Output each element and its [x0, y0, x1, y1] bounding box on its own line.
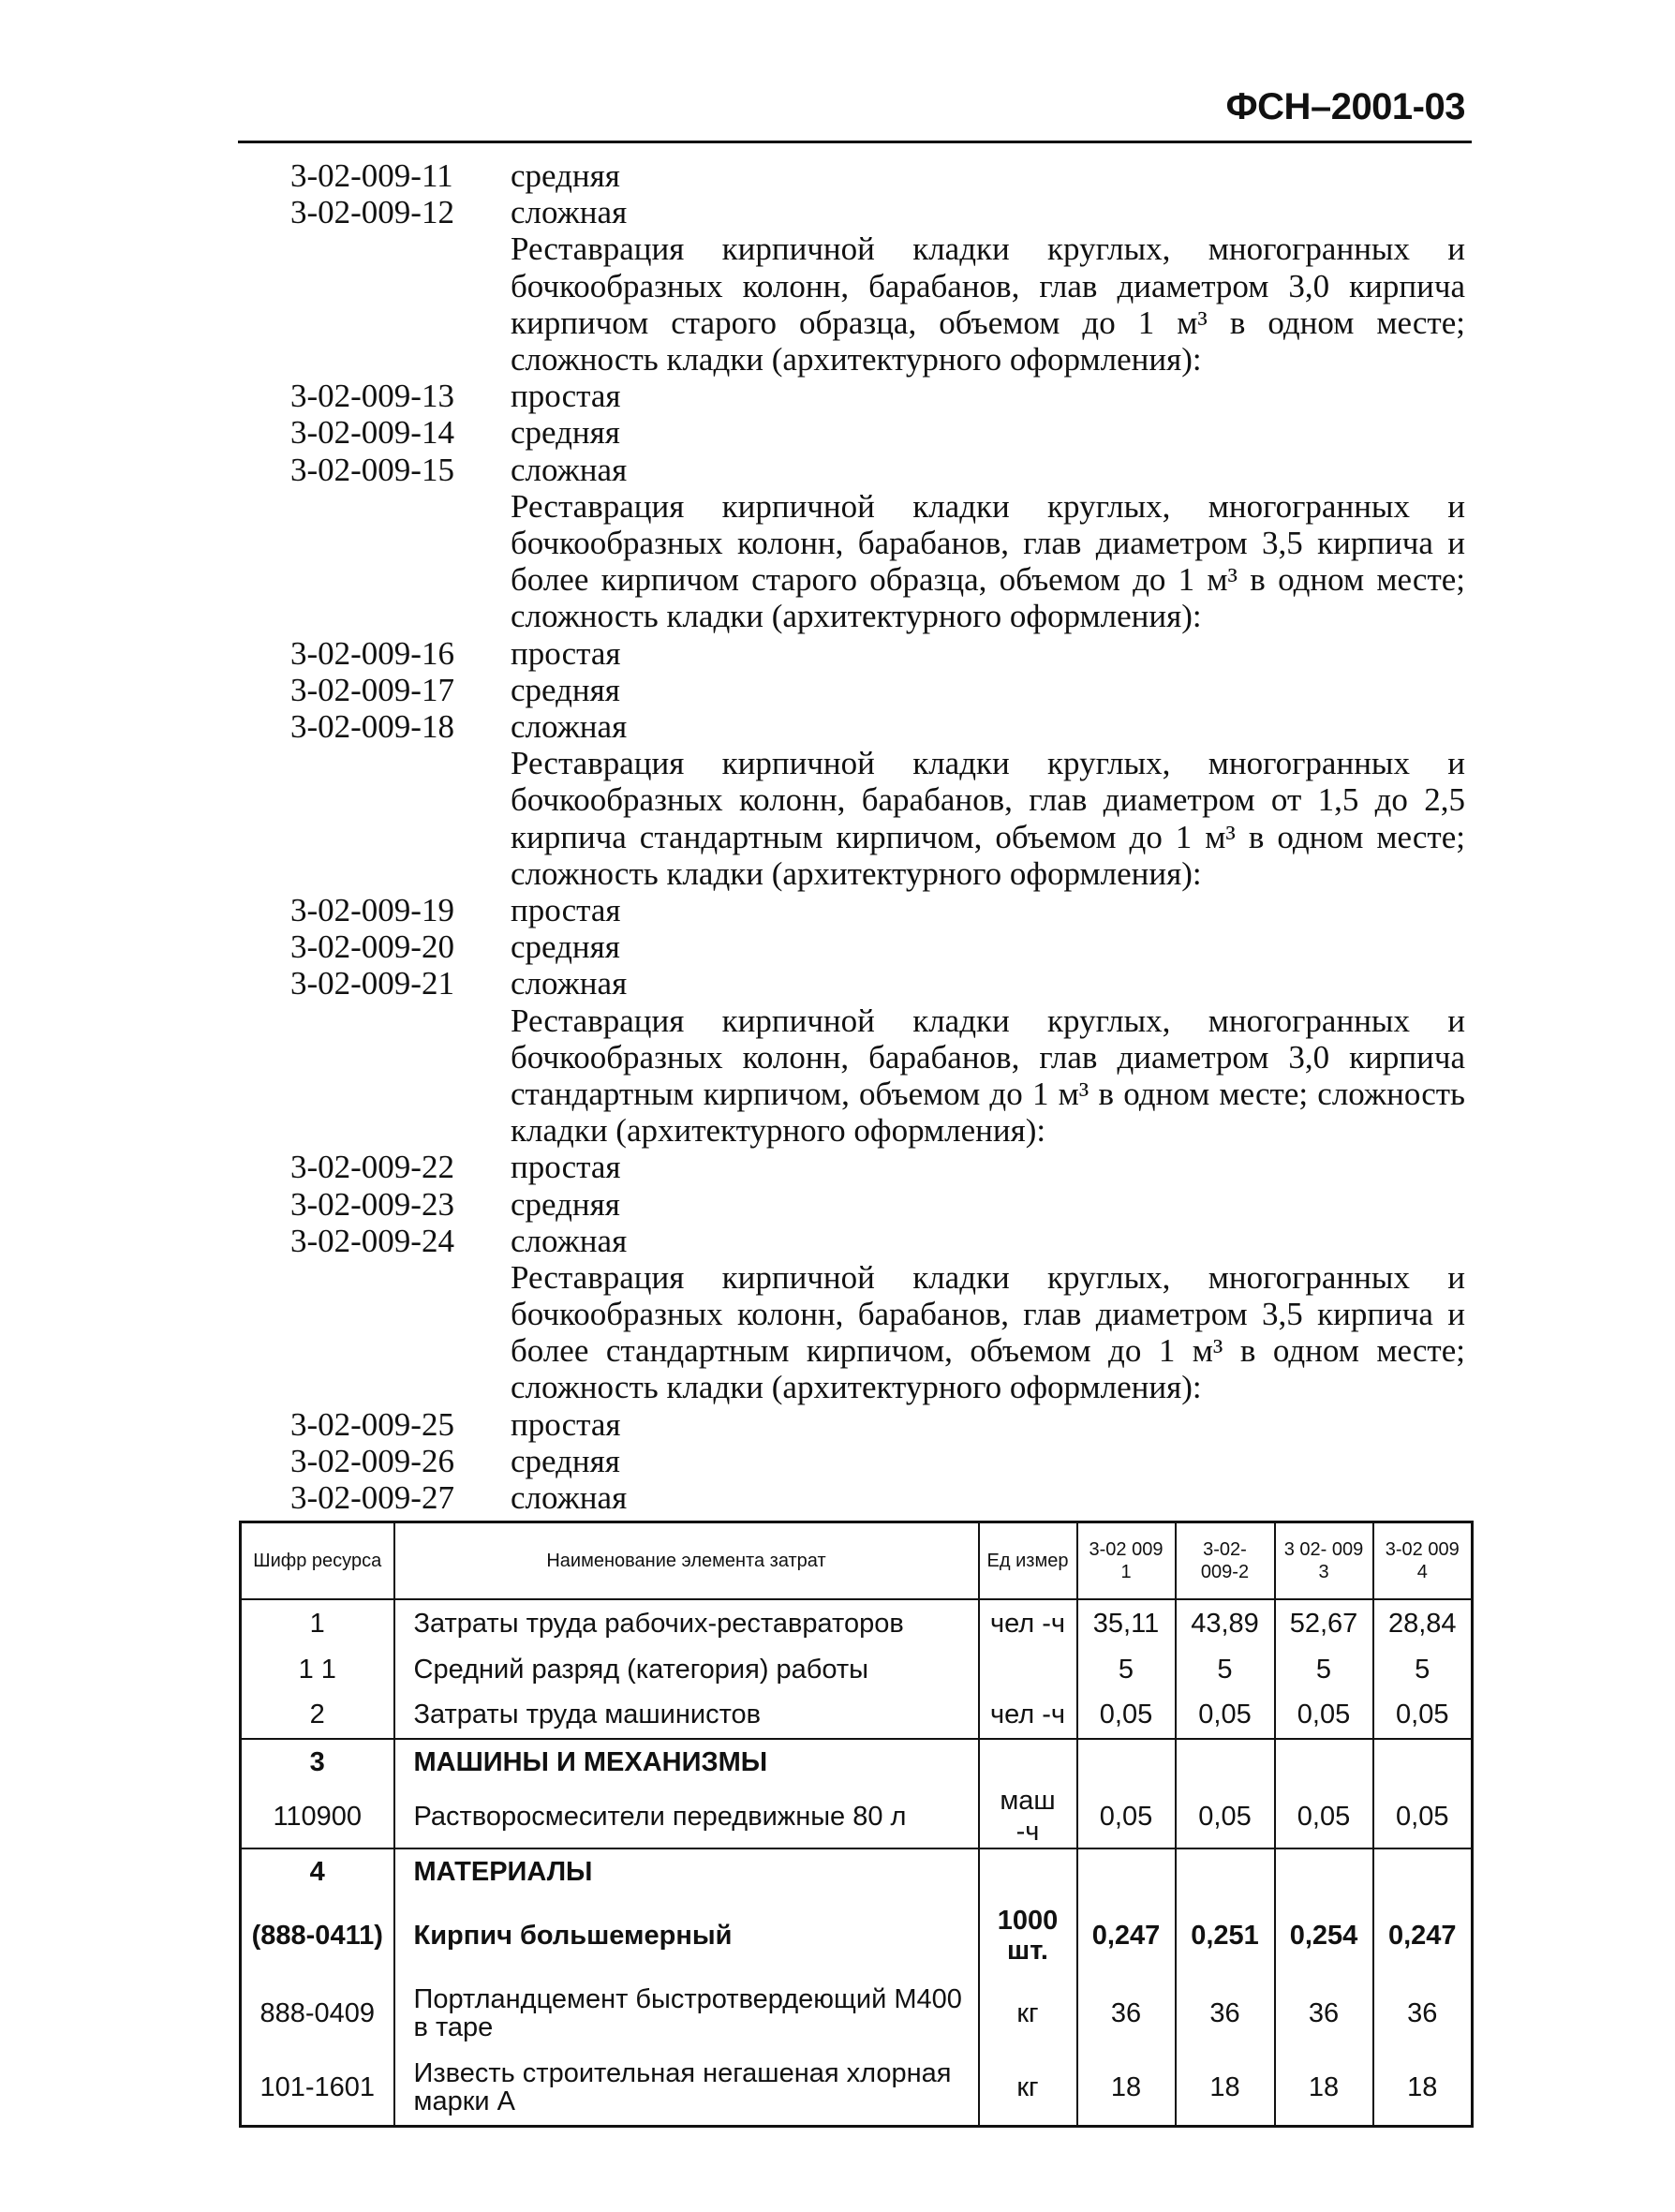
item-text: сложная — [511, 194, 628, 231]
list-item — [238, 1479, 1465, 1516]
table-row — [241, 2051, 1473, 2126]
section-row-machines — [241, 1739, 1473, 1786]
item-code: 3-02-009-20 — [290, 928, 454, 966]
list-item — [238, 928, 1465, 965]
item-text: сложная — [511, 1222, 628, 1259]
resource-table — [239, 1521, 1474, 2128]
cell-value: 0,05 — [1077, 1786, 1176, 1848]
item-text: средняя — [511, 1442, 620, 1479]
list-item — [238, 194, 1465, 230]
header-col-4: 3-02 009 4 — [1373, 1522, 1473, 1600]
document-code: ФСН–2001-03 — [1225, 86, 1465, 127]
cell-name: Кирпич большемерный — [394, 1895, 979, 1976]
table-row — [241, 1692, 1473, 1739]
list-item — [238, 1223, 1465, 1259]
cell-code: 2 — [241, 1692, 394, 1739]
cell-code: 1 1 — [241, 1647, 394, 1692]
cell-name: Затраты труда рабочих-реставраторов — [394, 1599, 979, 1647]
cell-unit: маш -ч — [979, 1786, 1077, 1848]
list-item — [238, 892, 1465, 928]
item-text: средняя — [511, 1185, 620, 1223]
item-text: средняя — [511, 671, 620, 708]
cell-value: 43,89 — [1176, 1599, 1275, 1647]
item-code: 3-02-009-24 — [290, 1222, 454, 1259]
cell-value: 36 — [1077, 1976, 1176, 2051]
item-text: простая — [511, 1149, 621, 1186]
cell-code: 110900 — [241, 1786, 394, 1848]
cell-value: 5 — [1077, 1647, 1176, 1692]
table-row — [241, 1599, 1473, 1647]
cell-value: 0,251 — [1176, 1895, 1275, 1976]
cell-value: 36 — [1275, 1976, 1373, 2051]
item-code: 3-02-009-27 — [290, 1479, 454, 1517]
item-code: 3-02-009-21 — [290, 965, 454, 1002]
cell-value: 5 — [1275, 1647, 1373, 1692]
item-code: 3-02-009-16 — [290, 634, 454, 672]
cell-code: 4 — [241, 1848, 394, 1895]
list-item — [238, 157, 1465, 194]
section-row-materials — [241, 1848, 1473, 1895]
cell-value: 18 — [1176, 2051, 1275, 2126]
item-text: средняя — [511, 928, 620, 966]
list-item — [238, 1443, 1465, 1479]
list-item — [238, 965, 1465, 1002]
item-code: 3-02-009-23 — [290, 1185, 454, 1223]
cell-value: 0,05 — [1275, 1786, 1373, 1848]
header-name: Наименование элемента затрат — [394, 1522, 979, 1600]
cell-value: 5 — [1373, 1647, 1473, 1692]
list-item — [238, 1406, 1465, 1443]
cell-code: (888-0411) — [241, 1895, 394, 1976]
cell-value: 0,05 — [1275, 1692, 1373, 1739]
list-item — [238, 452, 1465, 488]
section-title: МАШИНЫ И МЕХАНИЗМЫ — [394, 1739, 979, 1786]
item-text: средняя — [511, 414, 620, 452]
item-code: 3-02-009-18 — [290, 707, 454, 745]
list-item — [238, 672, 1465, 708]
table-row — [241, 1895, 1473, 1976]
item-code: 3-02-009-14 — [290, 414, 454, 452]
cell-name: Средний разряд (категория) работы — [394, 1647, 979, 1692]
group-description: Реставрация кирпичной кладки круглых, многогранных и бочкообразных колонн, барабанов, глав диаметром 3,0 кирпича кирпичом старого образца, объемом до 1 м³ в одном месте; сложность кладки (архитектурного оформления): — [511, 230, 1465, 378]
item-code: 3-02-009-17 — [290, 671, 454, 708]
cell-value: 52,67 — [1275, 1599, 1373, 1647]
cell-value: 0,05 — [1077, 1692, 1176, 1739]
item-text: сложная — [511, 707, 628, 745]
group-description: Реставрация кирпичной кладки круглых, многогранных и бочкообразных колонн, барабанов, глав диаметром 3,5 кирпича и более стандартным кирпичом, объемом до 1 м³ в одном месте; сложность кладки (архитектурного оформления): — [511, 1258, 1465, 1406]
cell-value: 35,11 — [1077, 1599, 1176, 1647]
cell-value: 5 — [1176, 1647, 1275, 1692]
item-text: простая — [511, 634, 621, 672]
item-text: простая — [511, 891, 621, 928]
cell-value: 0,05 — [1176, 1786, 1275, 1848]
cell-value: 0,05 — [1176, 1692, 1275, 1739]
item-code: 3-02-009-26 — [290, 1442, 454, 1479]
cell-value: 18 — [1275, 2051, 1373, 2126]
table-row — [241, 1786, 1473, 1848]
table-row — [241, 1647, 1473, 1692]
cell-name: Затраты труда машинистов — [394, 1692, 979, 1739]
header-rule — [238, 141, 1472, 143]
item-code: 3-02-009-11 — [290, 157, 453, 194]
header-unit: Ед измер — [979, 1522, 1077, 1600]
section-title: МАТЕРИАЛЫ — [394, 1848, 979, 1895]
table-row — [241, 1976, 1473, 2051]
list-item — [238, 1149, 1465, 1185]
cell-unit: кг — [979, 2051, 1077, 2126]
group-description: Реставрация кирпичной кладки круглых, многогранных и бочкообразных колонн, барабанов, глав диаметром 3,5 кирпича и более кирпичом старого образца, объемом до 1 м³ в одном месте; сложность кладки (архитектурного оформления): — [511, 487, 1465, 635]
cell-value: 0,254 — [1275, 1895, 1373, 1976]
table-header-row — [241, 1522, 1473, 1600]
cell-name: Растворосмесители передвижные 80 л — [394, 1786, 979, 1848]
cell-value: 18 — [1077, 2051, 1176, 2126]
cell-unit: чел -ч — [979, 1599, 1077, 1647]
cell-value: 0,247 — [1373, 1895, 1473, 1976]
cell-value: 0,05 — [1373, 1692, 1473, 1739]
cell-code: 101-1601 — [241, 2051, 394, 2126]
item-code: 3-02-009-22 — [290, 1149, 454, 1186]
item-code: 3-02-009-15 — [290, 451, 454, 488]
list-item — [238, 635, 1465, 672]
item-text: сложная — [511, 451, 628, 488]
cell-unit: кг — [979, 1976, 1077, 2051]
cell-value: 18 — [1373, 2051, 1473, 2126]
item-text: сложная — [511, 1479, 628, 1517]
list-item — [238, 1186, 1465, 1223]
cell-name: Известь строительная негашеная хлорная марки А — [394, 2051, 979, 2126]
list-item — [238, 708, 1465, 745]
item-code: 3-02-009-25 — [290, 1405, 454, 1443]
group-description: Реставрация кирпичной кладки круглых, многогранных и бочкообразных колонн, барабанов, глав диаметром 3,0 кирпича стандартным кирпичом, объемом до 1 м³ в одном месте; сложность кладки (архитектурного оформления): — [511, 1002, 1465, 1150]
item-code: 3-02-009-13 — [290, 378, 454, 415]
item-text: сложная — [511, 965, 628, 1002]
header-col-3: 3 02- 009 3 — [1275, 1522, 1373, 1600]
cell-value: 0,247 — [1077, 1895, 1176, 1976]
item-text: средняя — [511, 157, 620, 194]
cell-value: 28,84 — [1373, 1599, 1473, 1647]
item-text: простая — [511, 1405, 621, 1443]
cell-unit: чел -ч — [979, 1692, 1077, 1739]
header-col-2: 3-02- 009-2 — [1176, 1522, 1275, 1600]
list-item — [238, 414, 1465, 451]
cell-value: 0,05 — [1373, 1786, 1473, 1848]
list-item — [238, 378, 1465, 414]
cell-value: 36 — [1176, 1976, 1275, 2051]
item-text: простая — [511, 378, 621, 415]
cell-code: 3 — [241, 1739, 394, 1786]
cell-value: 36 — [1373, 1976, 1473, 2051]
cell-code: 1 — [241, 1599, 394, 1647]
cell-name: Портландцемент быстротвердеющий М400 в таре — [394, 1976, 979, 2051]
cell-unit — [979, 1647, 1077, 1692]
header-code: Шифр ресурса — [241, 1522, 394, 1600]
cell-unit: 1000 шт. — [979, 1895, 1077, 1976]
norm-list — [238, 157, 1465, 1516]
item-code: 3-02-009-12 — [290, 194, 454, 231]
group-description: Реставрация кирпичной кладки круглых, многогранных и бочкообразных колонн, барабанов, глав диаметром от 1,5 до 2,5 кирпича стандартным кирпичом, объемом до 1 м³ в одном месте; сложность кладки (архитектурного оформления): — [511, 745, 1465, 892]
item-code: 3-02-009-19 — [290, 891, 454, 928]
cell-code: 888-0409 — [241, 1976, 394, 2051]
header-col-1: 3-02 009 1 — [1077, 1522, 1176, 1600]
